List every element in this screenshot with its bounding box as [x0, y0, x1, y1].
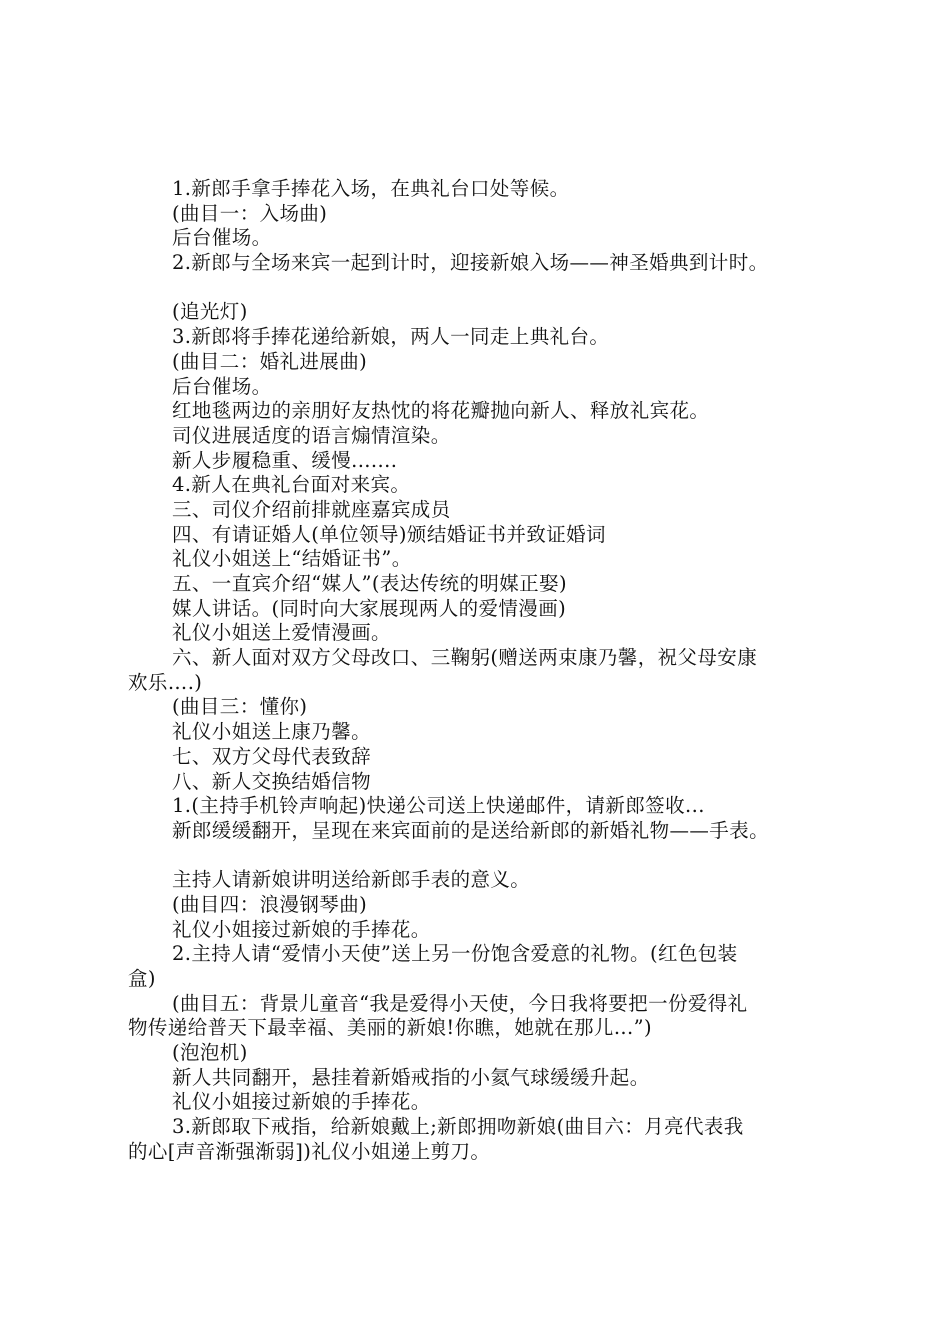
paragraph-line: 2.主持人请“爱情小天使”送上另一份饱含爱意的礼物。(红色包装	[172, 942, 738, 966]
paragraph-line: 六、新人面对双方父母改口、三鞠躬(赠送两束康乃馨，祝父母安康	[172, 646, 758, 670]
paragraph-line: (曲目五：背景儿童音“我是爱得小天使，今日我将要把一份爱得礼	[172, 991, 748, 1015]
document-body	[128, 177, 838, 1165]
paragraph-line: 1.新郎手拿手捧花入场，在典礼台口处等候。	[172, 177, 570, 200]
paragraph-line: 四、有请证婚人(单位领导)颁结婚证书并致证婚词	[172, 522, 606, 546]
paragraph-line: 2.新郎与全场来宾一起到计时，迎接新娘入场——神圣婚典到计时。	[172, 251, 769, 275]
paragraph-line: 红地毯两边的亲朋好友热忱的将花瓣抛向新人、释放礼宾花。	[172, 399, 710, 423]
paragraph-line: 礼仪小姐送上“结婚证书”。	[172, 547, 412, 571]
paragraph-line: 三、司仪介绍前排就座嘉宾成员	[172, 497, 451, 521]
paragraph-line: 3.新郎取下戒指，给新娘戴上;新郎拥吻新娘(曲目六：月亮代表我	[172, 1115, 744, 1139]
paragraph-line: 新人步履稳重、缓慢.......	[172, 448, 398, 472]
paragraph-line: (曲目三：懂你)	[172, 695, 308, 719]
paragraph-line: 礼仪小姐接过新娘的手捧花。	[172, 917, 431, 941]
blank-line	[128, 844, 838, 869]
paragraph-line: 欢乐….)	[128, 670, 203, 694]
paragraph-line: 1.(主持手机铃声响起)快递公司送上快递邮件，请新郎签收...	[172, 794, 705, 818]
paragraph-line: 后台催场。	[172, 374, 272, 398]
paragraph-line: 后台催场。	[172, 226, 272, 250]
paragraph-line: 礼仪小姐接过新娘的手捧花。	[172, 1090, 431, 1114]
paragraph-line: (曲目二：婚礼进展曲)	[172, 349, 368, 373]
paragraph-line: (曲目一：入场曲)	[172, 201, 328, 225]
paragraph-line: 盒)	[128, 967, 156, 990]
paragraph-line: 4.新人在典礼台面对来宾。	[172, 473, 411, 497]
paragraph-line: 新郎缓缓翻开，呈现在来宾面前的是送给新郎的新婚礼物——手表。	[172, 818, 770, 842]
paragraph-line: 礼仪小姐送上爱情漫画。	[172, 621, 391, 645]
blank-line	[128, 276, 838, 301]
paragraph-line: (追光灯)	[172, 300, 248, 324]
paragraph-line: 七、双方父母代表致辞	[172, 744, 372, 768]
paragraph-line: (泡泡机)	[172, 1041, 248, 1065]
paragraph-line: 八、新人交换结婚信物	[172, 769, 372, 793]
paragraph-line: 3.新郎将手捧花递给新娘，两人一同走上典礼台。	[172, 325, 610, 349]
paragraph-line: 主持人请新娘讲明送给新郎手表的意义。	[172, 868, 531, 892]
paragraph-line: 礼仪小姐送上康乃馨。	[172, 720, 372, 744]
paragraph-line: 媒人讲话。(同时向大家展现两人的爱情漫画)	[172, 596, 567, 620]
paragraph-line: 新人共同翻开，悬挂着新婚戒指的小氦气球缓缓升起。	[172, 1065, 650, 1089]
paragraph-line: 的心[声音渐强渐弱])礼仪小姐递上剪刀。	[128, 1139, 491, 1163]
paragraph-line: 五、一直宾介绍“媒人”(表达传统的明媒正娶)	[172, 572, 567, 595]
paragraph-line: 司仪进展适度的语言煽情渲染。	[172, 423, 451, 447]
paragraph-line: (曲目四：浪漫钢琴曲)	[172, 892, 368, 916]
paragraph-line: 物传递给普天下最幸福、美丽的新娘!你瞧，她就在那儿...”)	[128, 1016, 653, 1040]
